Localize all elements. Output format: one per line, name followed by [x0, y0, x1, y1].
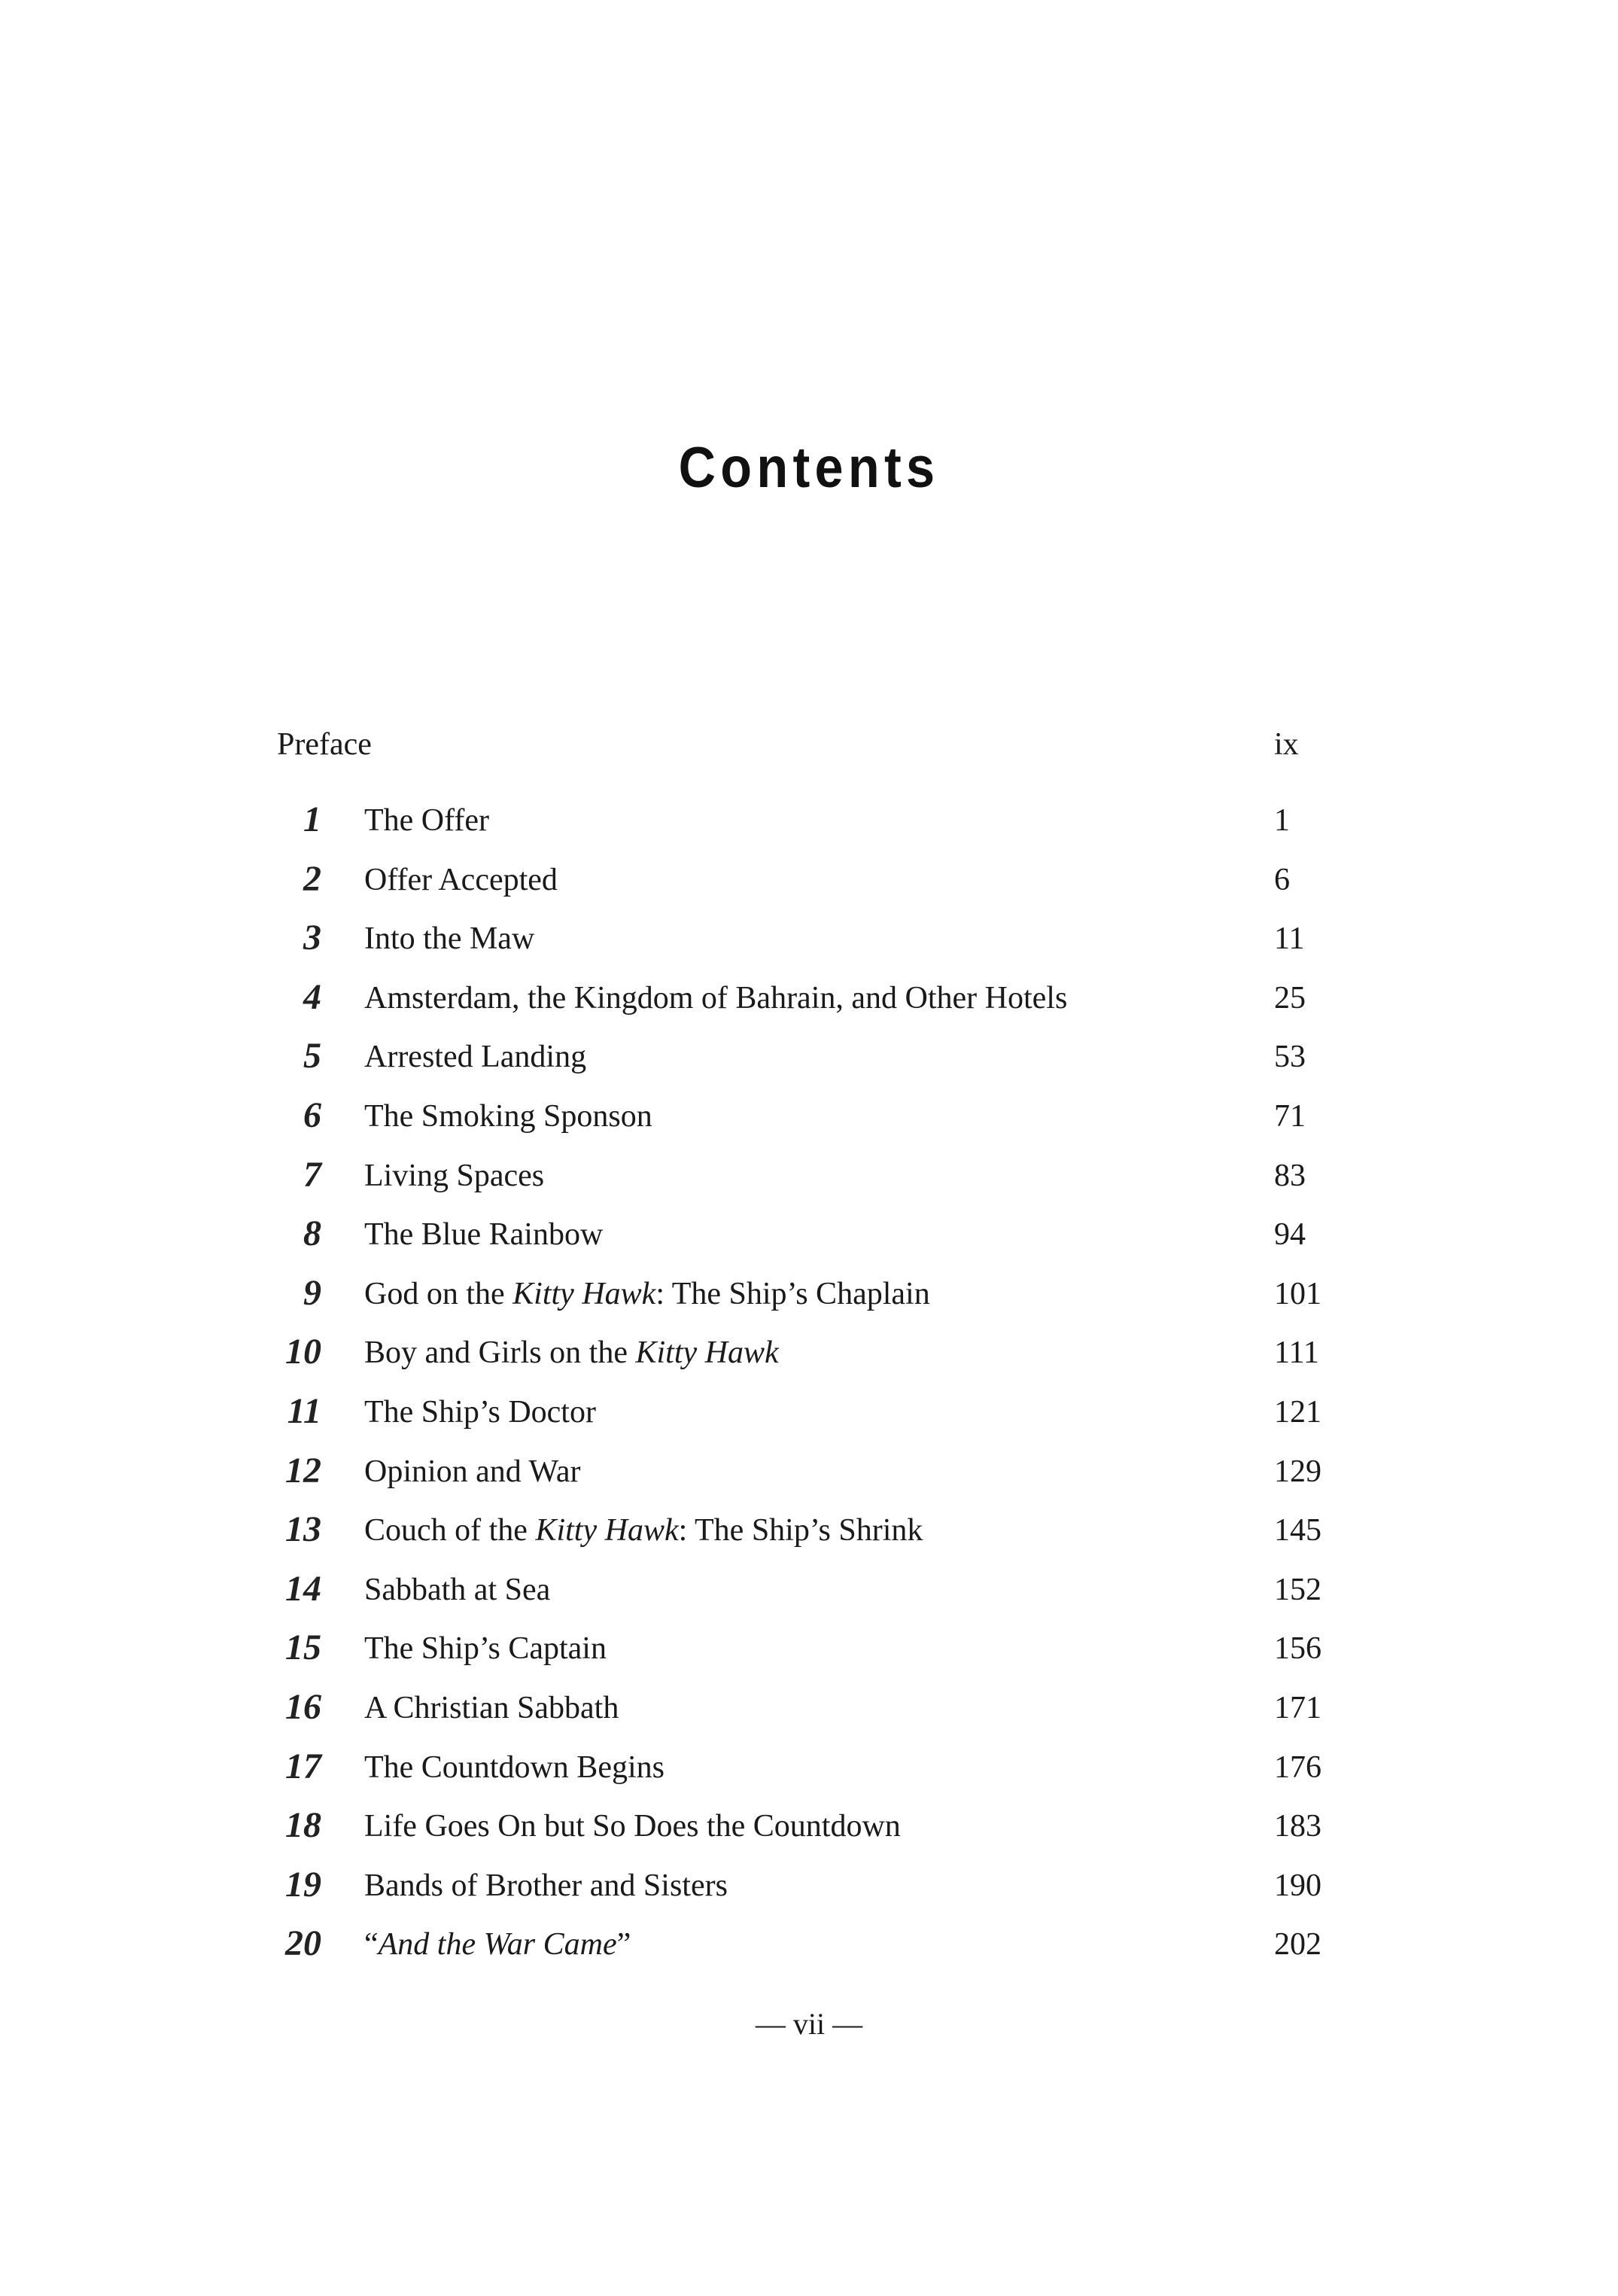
- chapter-number: 19: [285, 1864, 321, 1905]
- chapter-page-number: 176: [1274, 1749, 1321, 1785]
- chapter-page-number: 53: [1274, 1040, 1306, 1075]
- chapter-title: [364, 802, 489, 839]
- chapter-page-number: 94: [1274, 1217, 1306, 1253]
- chapter-title: [364, 1868, 728, 1904]
- toc-entry: [277, 1746, 1331, 1809]
- chapter-title-segment: A Christian Sabbath: [364, 1690, 619, 1725]
- page-folio: — vii —: [755, 2007, 863, 2041]
- chapter-number: 12: [285, 1450, 321, 1491]
- chapter-title: [364, 1394, 596, 1430]
- table-of-contents: [277, 726, 1331, 1986]
- chapter-number: 11: [287, 1390, 321, 1431]
- toc-entry: [277, 976, 1331, 1040]
- chapter-title-segment: Living Spaces: [364, 1158, 545, 1193]
- chapter-title: [364, 921, 534, 957]
- chapter-page-number: 190: [1274, 1868, 1321, 1903]
- chapter-page-number: 6: [1274, 862, 1290, 897]
- chapter-title-segment: The Smoking Sponson: [364, 1098, 652, 1134]
- chapter-number: 10: [285, 1332, 321, 1372]
- chapter-page-number: 183: [1274, 1809, 1321, 1844]
- chapter-page-number: 25: [1274, 980, 1306, 1016]
- chapter-page-number: 145: [1274, 1513, 1321, 1548]
- chapter-page-number: 129: [1274, 1454, 1321, 1489]
- chapter-title: [364, 1217, 603, 1253]
- chapter-title-italic-segment: Kitty Hawk: [535, 1513, 679, 1548]
- toc-entry: [277, 1390, 1331, 1454]
- chapter-title-segment: The Offer: [364, 803, 489, 838]
- toc-entry: [277, 1686, 1331, 1749]
- chapter-number: 8: [303, 1213, 321, 1254]
- chapter-title-segment: The Ship’s Captain: [364, 1631, 607, 1667]
- toc-entry: [277, 1509, 1331, 1572]
- chapter-title-segment: The Blue Rainbow: [364, 1217, 604, 1253]
- toc-entry-preface: [277, 726, 1331, 802]
- toc-entry: [277, 1805, 1331, 1868]
- toc-entry: [277, 1095, 1331, 1158]
- chapter-title-segment: Couch of the: [364, 1513, 536, 1548]
- chapter-title-segment: : The Ship’s Shrink: [678, 1513, 923, 1548]
- chapter-page-number: 1: [1274, 803, 1290, 838]
- chapter-number: 7: [303, 1154, 321, 1195]
- chapter-title-italic-segment: Kitty Hawk: [512, 1276, 656, 1311]
- toc-entry: [277, 1036, 1331, 1098]
- chapter-title: [364, 1749, 665, 1786]
- chapter-title-segment: The Countdown Begins: [364, 1749, 665, 1785]
- chapter-title: [364, 1158, 544, 1194]
- chapter-title: [364, 1690, 619, 1726]
- chapter-page-number: 11: [1274, 921, 1305, 957]
- chapter-list: [277, 799, 1331, 1986]
- chapter-title-segment: Sabbath at Sea: [364, 1572, 551, 1607]
- chapter-title-segment: Opinion and War: [364, 1454, 581, 1489]
- toc-entry: [277, 1923, 1331, 1986]
- chapter-title-italic-segment: Kitty Hawk: [635, 1335, 779, 1371]
- chapter-number: 18: [285, 1805, 321, 1846]
- toc-entry: [277, 858, 1331, 921]
- chapter-title-segment: Bands of Brother and Sisters: [364, 1868, 728, 1903]
- chapter-title-segment: Arrested Landing: [364, 1040, 587, 1075]
- toc-entry: [277, 1154, 1331, 1217]
- chapter-title: [364, 980, 1067, 1016]
- page-title: Contents: [678, 436, 940, 500]
- toc-entry: [277, 918, 1331, 980]
- chapter-number: 9: [303, 1272, 321, 1313]
- chapter-title-segment: The Ship’s Doctor: [364, 1394, 596, 1430]
- chapter-title: [364, 1631, 607, 1667]
- chapter-title-segment: Life Goes On but So Does the Countdown: [364, 1809, 901, 1844]
- chapter-number: 17: [285, 1746, 321, 1786]
- chapter-page-number: 121: [1274, 1394, 1321, 1430]
- chapter-title: [364, 1335, 779, 1371]
- toc-entry: [277, 1864, 1331, 1927]
- chapter-title: [364, 1039, 586, 1075]
- chapter-number: 16: [285, 1686, 321, 1727]
- toc-entry: [277, 799, 1331, 862]
- chapter-page-number: 101: [1274, 1276, 1321, 1311]
- chapter-page-number: 171: [1274, 1690, 1321, 1725]
- chapter-number: 3: [303, 918, 321, 958]
- chapter-number: 20: [285, 1923, 321, 1964]
- preface-page-number: ix: [1274, 727, 1299, 762]
- chapter-title: [364, 1454, 580, 1490]
- chapter-page-number: 202: [1274, 1927, 1321, 1963]
- chapter-number: 1: [303, 799, 321, 839]
- toc-entry: [277, 1568, 1331, 1631]
- chapter-title: [364, 1098, 652, 1134]
- chapter-title-segment: Boy and Girls on the: [364, 1335, 636, 1371]
- chapter-number: 15: [285, 1628, 321, 1668]
- chapter-title-segment: Offer Accepted: [364, 862, 558, 897]
- chapter-number: 14: [285, 1568, 321, 1609]
- chapter-page-number: 156: [1274, 1631, 1321, 1667]
- toc-entry: [277, 1332, 1331, 1394]
- chapter-number: 5: [303, 1036, 321, 1076]
- chapter-number: 4: [303, 976, 321, 1017]
- chapter-number: 6: [303, 1095, 321, 1135]
- chapter-number: 2: [303, 858, 321, 899]
- chapter-title-italic-segment: And the War Came: [378, 1927, 617, 1963]
- chapter-title-segment: Into the Maw: [364, 921, 535, 957]
- chapter-number: 13: [285, 1509, 321, 1550]
- chapter-title-segment: Amsterdam, the Kingdom of Bahrain, and Other Hotels: [364, 980, 1068, 1016]
- chapter-page-number: 83: [1274, 1158, 1306, 1193]
- chapter-title: [364, 1926, 631, 1963]
- chapter-title-segment: ”: [616, 1927, 631, 1963]
- toc-entry: [277, 1213, 1331, 1276]
- chapter-page-number: 71: [1274, 1098, 1306, 1134]
- chapter-title: [364, 1808, 901, 1844]
- chapter-title-segment: : The Ship’s Chaplain: [655, 1276, 930, 1311]
- toc-entry: [277, 1628, 1331, 1690]
- chapter-title-segment: “: [364, 1927, 379, 1963]
- toc-entry: [277, 1272, 1331, 1335]
- chapter-title: [364, 1572, 550, 1608]
- chapter-page-number: 111: [1274, 1335, 1319, 1371]
- preface-title: Preface: [277, 727, 372, 762]
- toc-entry: [277, 1450, 1331, 1513]
- chapter-title: [364, 862, 558, 898]
- chapter-page-number: 152: [1274, 1572, 1321, 1607]
- chapter-title-segment: God on the: [364, 1276, 513, 1311]
- chapter-title: [364, 1512, 923, 1548]
- chapter-title: [364, 1276, 930, 1312]
